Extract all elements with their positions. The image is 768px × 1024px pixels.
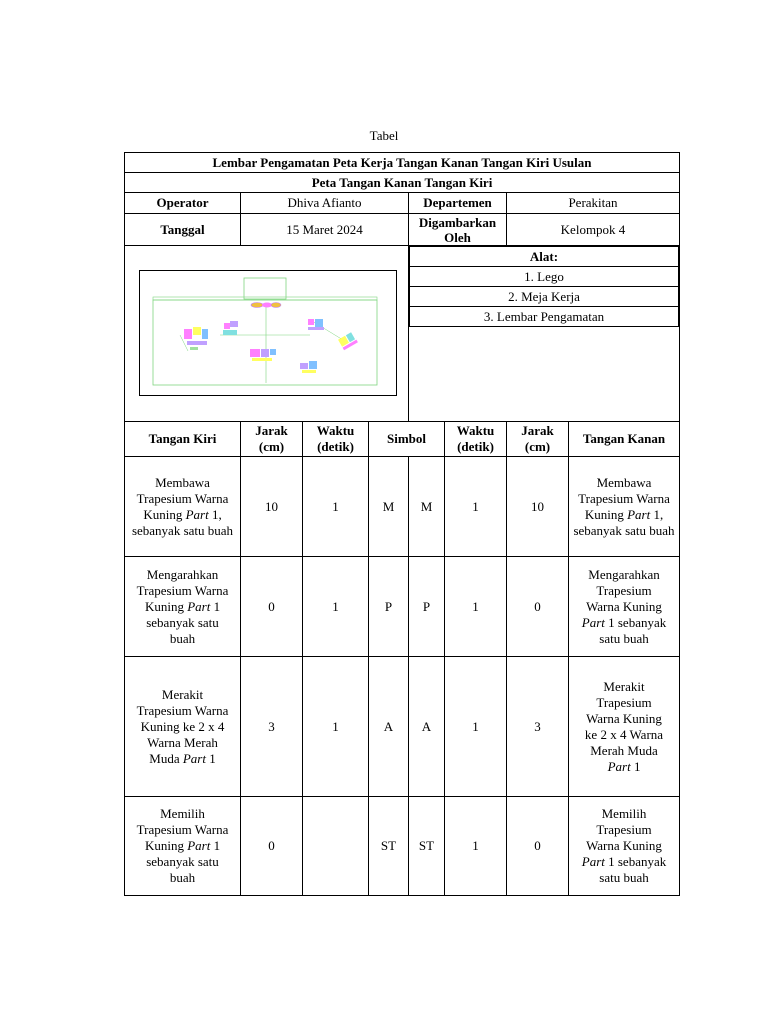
simbol-kanan: P xyxy=(409,557,445,657)
waktu-kanan: 1 xyxy=(445,457,507,557)
part-group-right2 xyxy=(338,332,358,350)
waktu-kiri: 1 xyxy=(303,457,369,557)
tanggal-label: Tanggal xyxy=(125,214,241,246)
kiri-activity: Mengarahkan Trapesium Warna Kuning Part 1 sebanyak satu buah xyxy=(125,557,241,657)
header-waktu-kiri: Waktu (detik) xyxy=(303,422,369,457)
simbol-kiri: A xyxy=(369,657,409,797)
simbol-kiri: P xyxy=(369,557,409,657)
tool-item: 2. Meja Kerja xyxy=(410,287,679,307)
observation-table xyxy=(124,152,680,896)
header-simbol: Simbol xyxy=(369,422,445,457)
tools-cell xyxy=(409,246,680,422)
operator-value: Dhiva Afianto xyxy=(241,193,409,214)
tools-list xyxy=(409,246,679,327)
part-group-bottom xyxy=(300,361,317,373)
layout-drawing xyxy=(140,271,396,395)
tools-label: Alat: xyxy=(410,247,679,267)
departemen-label: Departemen xyxy=(409,193,507,214)
digambarkan-value: Kelompok 4 xyxy=(507,214,680,246)
table-title: Lembar Pengamatan Peta Kerja Tangan Kanan Tangan Kiri Usulan xyxy=(125,153,680,173)
simbol-kanan: ST xyxy=(409,797,445,896)
tool-item: 3. Lembar Pengamatan xyxy=(410,307,679,327)
kiri-activity: Merakit Trapesium Warna Kuning ke 2 x 4 Warna Merah Muda Part 1 xyxy=(125,657,241,797)
table-row xyxy=(125,457,680,557)
workstation-layout-cell xyxy=(125,246,409,422)
kiri-activity: Memilih Trapesium Warna Kuning Part 1 sebanyak satu buah xyxy=(125,797,241,896)
waktu-kiri xyxy=(303,797,369,896)
part-group-center xyxy=(250,349,276,361)
operator-label: Operator xyxy=(125,193,241,214)
part-group-left xyxy=(184,327,208,350)
tool-item: 1. Lego xyxy=(410,267,679,287)
jarak-kiri: 0 xyxy=(241,797,303,896)
waktu-kiri: 1 xyxy=(303,557,369,657)
kanan-activity: Mengarahkan Trapesium Warna Kuning Part 1 sebanyak satu buah xyxy=(569,557,680,657)
jarak-kiri: 0 xyxy=(241,557,303,657)
table-row xyxy=(125,557,680,657)
simbol-kanan: A xyxy=(409,657,445,797)
part-group-left2 xyxy=(223,321,238,335)
workstation-layout-image xyxy=(139,270,397,396)
kiri-activity: Membawa Trapesium Warna Kuning Part 1, sebanyak satu buah xyxy=(125,457,241,557)
table-caption: Tabel xyxy=(369,128,399,143)
digambarkan-label xyxy=(409,214,507,246)
simbol-kiri: ST xyxy=(369,797,409,896)
jarak-kanan: 0 xyxy=(507,797,569,896)
header-tangan-kiri: Tangan Kiri xyxy=(125,422,241,457)
header-jarak-kanan: Jarak (cm) xyxy=(507,422,569,457)
departemen-value: Perakitan xyxy=(507,193,680,214)
table-subtitle: Peta Tangan Kanan Tangan Kiri xyxy=(125,173,680,193)
simbol-kiri: M xyxy=(369,457,409,557)
digambarkan-label-line1: Digambarkan xyxy=(418,214,497,230)
waktu-kanan: 1 xyxy=(445,797,507,896)
waktu-kanan: 1 xyxy=(445,557,507,657)
tanggal-value: 15 Maret 2024 xyxy=(241,214,409,246)
simbol-kanan: M xyxy=(409,457,445,557)
jarak-kiri: 3 xyxy=(241,657,303,797)
digambarkan-label-line2: Oleh xyxy=(444,229,471,245)
header-waktu-kanan: Waktu (detik) xyxy=(445,422,507,457)
header-jarak-kiri: Jarak (cm) xyxy=(241,422,303,457)
jarak-kanan: 10 xyxy=(507,457,569,557)
header-tangan-kanan: Tangan Kanan xyxy=(569,422,680,457)
kanan-activity: Merakit Trapesium Warna Kuning ke 2 x 4 Warna Merah Muda Part 1 xyxy=(569,657,680,797)
waktu-kiri: 1 xyxy=(303,657,369,797)
part-group-right xyxy=(308,319,324,330)
kanan-activity: Membawa Trapesium Warna Kuning Part 1, sebanyak satu buah xyxy=(569,457,680,557)
kanan-activity: Memilih Trapesium Warna Kuning Part 1 sebanyak satu buah xyxy=(569,797,680,896)
table-row xyxy=(125,657,680,797)
waktu-kanan: 1 xyxy=(445,657,507,797)
jarak-kanan: 0 xyxy=(507,557,569,657)
jarak-kanan: 3 xyxy=(507,657,569,797)
table-row xyxy=(125,797,680,896)
jarak-kiri: 10 xyxy=(241,457,303,557)
